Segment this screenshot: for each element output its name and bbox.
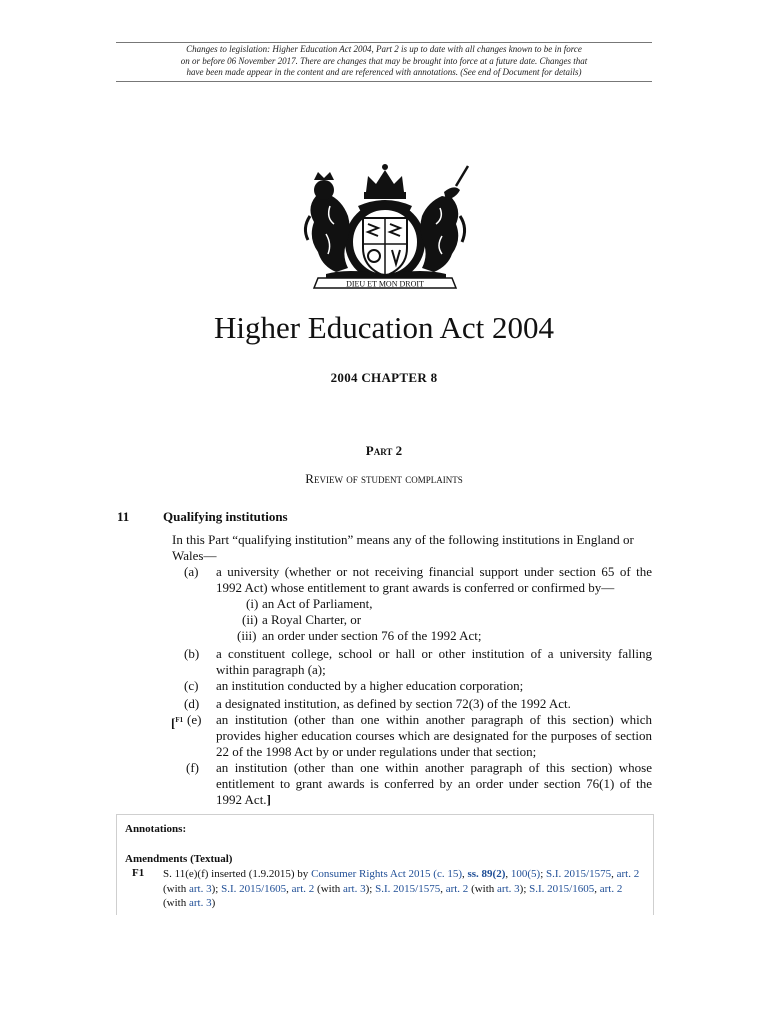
section-intro: In this Part “qualifying institution” means any of the following institutions in England or Wales— [172,532,634,563]
link-ss-89-2[interactable]: ss. 89(2) [467,868,506,880]
annotations-heading: Annotations: [125,823,187,835]
notice-line-3: have been made appear in the content and are referenced with annotations. (See end of Document for details) [186,67,582,77]
subitem-text: an order under section 76 of the 1992 Act; [262,628,482,643]
insert-bracket-open: [$^{F1}$ [171,715,184,731]
item-text: an institution (other than one within another paragraph of this section) which provides higher education courses which are designated for the purposes of section 22 of the 1998 Act by or under regulations under that section; [216,712,652,759]
item-label: (b) [184,646,200,661]
act-title: Higher Education Act 2004 [213,310,555,345]
annotation-label: F1 [132,867,145,879]
part-label: Part 2 [365,443,403,458]
link-art-3[interactable]: art. 3 [497,882,520,895]
link-art-3[interactable]: art. 3 [343,882,366,895]
item-text: an institution (other than one within another paragraph of this section) whose entitlement to grant awards is conferred by an order under section 76(1) of the 1992 Act.] [216,760,652,807]
annotations-subheading: Amendments (Textual) [125,853,233,865]
annotation-plain: S. 11(e)(f) inserted (1.9.2015) by [163,868,312,880]
subitem-label: (ii) [242,612,258,627]
section-number: 11 [117,509,130,524]
insert-bracket-close: ] [266,792,271,807]
annotations-box [116,814,654,915]
link-si-2015-1575[interactable]: S.I. 2015/1575 [375,882,441,895]
changes-notice [116,42,652,82]
section-title: Qualifying institutions [163,509,288,524]
subitem-label: (i) [246,596,259,611]
link-consumer-rights-act[interactable]: Consumer Rights Act 2015 (c. 15) [311,868,462,880]
item-text: a designated institution, as defined by section 72(3) of the 1992 Act. [216,696,571,711]
link-art-2[interactable]: art. 2 [599,882,623,895]
notice-line-1: Changes to legislation: Higher Education Act 2004, Part 2 is up to date with all changes known to be in force [186,44,582,54]
part-title: Review of student complaints [305,471,463,486]
link-art-2[interactable]: art. 2 [291,882,315,895]
annotation-ref-f1[interactable]: F1 [175,716,184,724]
crest-motto-bottom: DIEU ET MON DROIT [346,279,424,289]
item-label: (c) [184,678,199,693]
subitem-text: an Act of Parliament, [262,596,373,611]
link-art-2[interactable]: art. 2 [616,868,640,880]
item-text: a constituent college, school or hall or other institution of a university falling within paragraph (a); [216,646,652,677]
link-si-2015-1605[interactable]: S.I. 2015/1605 [529,882,595,895]
item-label: (e) [187,712,202,727]
annotation-text: S. 11(e)(f) inserted (1.9.2015) by Consumer Rights Act 2015 (c. 15), ss. 89(2), 100(5); S.I. 2015/1575, art. 2 (with art. 3); S.I. 2015/1605, art. 2 (with art. 3); S.I. 2015/1575, art. 2 (with art. 3); S.I. 2015/1605, art. 2 (with art. 3) [163,868,640,909]
item-label: (d) [184,696,200,711]
subitem-label: (iii) [237,628,257,643]
item-text: an institution conducted by a higher education corporation; [216,678,524,693]
link-art-3[interactable]: art. 3 [188,897,212,909]
item-text: a university (whether or not receiving financial support under section 65 of the 1992 Act) whose entitlement to grant awards is conferred or confirmed by— [216,564,652,595]
link-si-2015-1575[interactable]: S.I. 2015/1575 [546,868,612,880]
item-label: (f) [186,760,199,775]
royal-coat-of-arms-icon [296,156,474,294]
chapter-number: 2004 CHAPTER 8 [330,370,438,385]
subitem-text: a Royal Charter, or [262,612,362,627]
link-art-3[interactable]: art. 3 [188,882,212,895]
link-100-5[interactable]: 100(5) [510,868,541,880]
notice-line-2: on or before 06 November 2017. There are changes that may be brought into force at a future date. Changes that [180,55,588,66]
item-label: (a) [184,564,199,579]
link-art-2[interactable]: art. 2 [445,882,469,895]
link-si-2015-1605[interactable]: S.I. 2015/1605 [221,882,287,895]
